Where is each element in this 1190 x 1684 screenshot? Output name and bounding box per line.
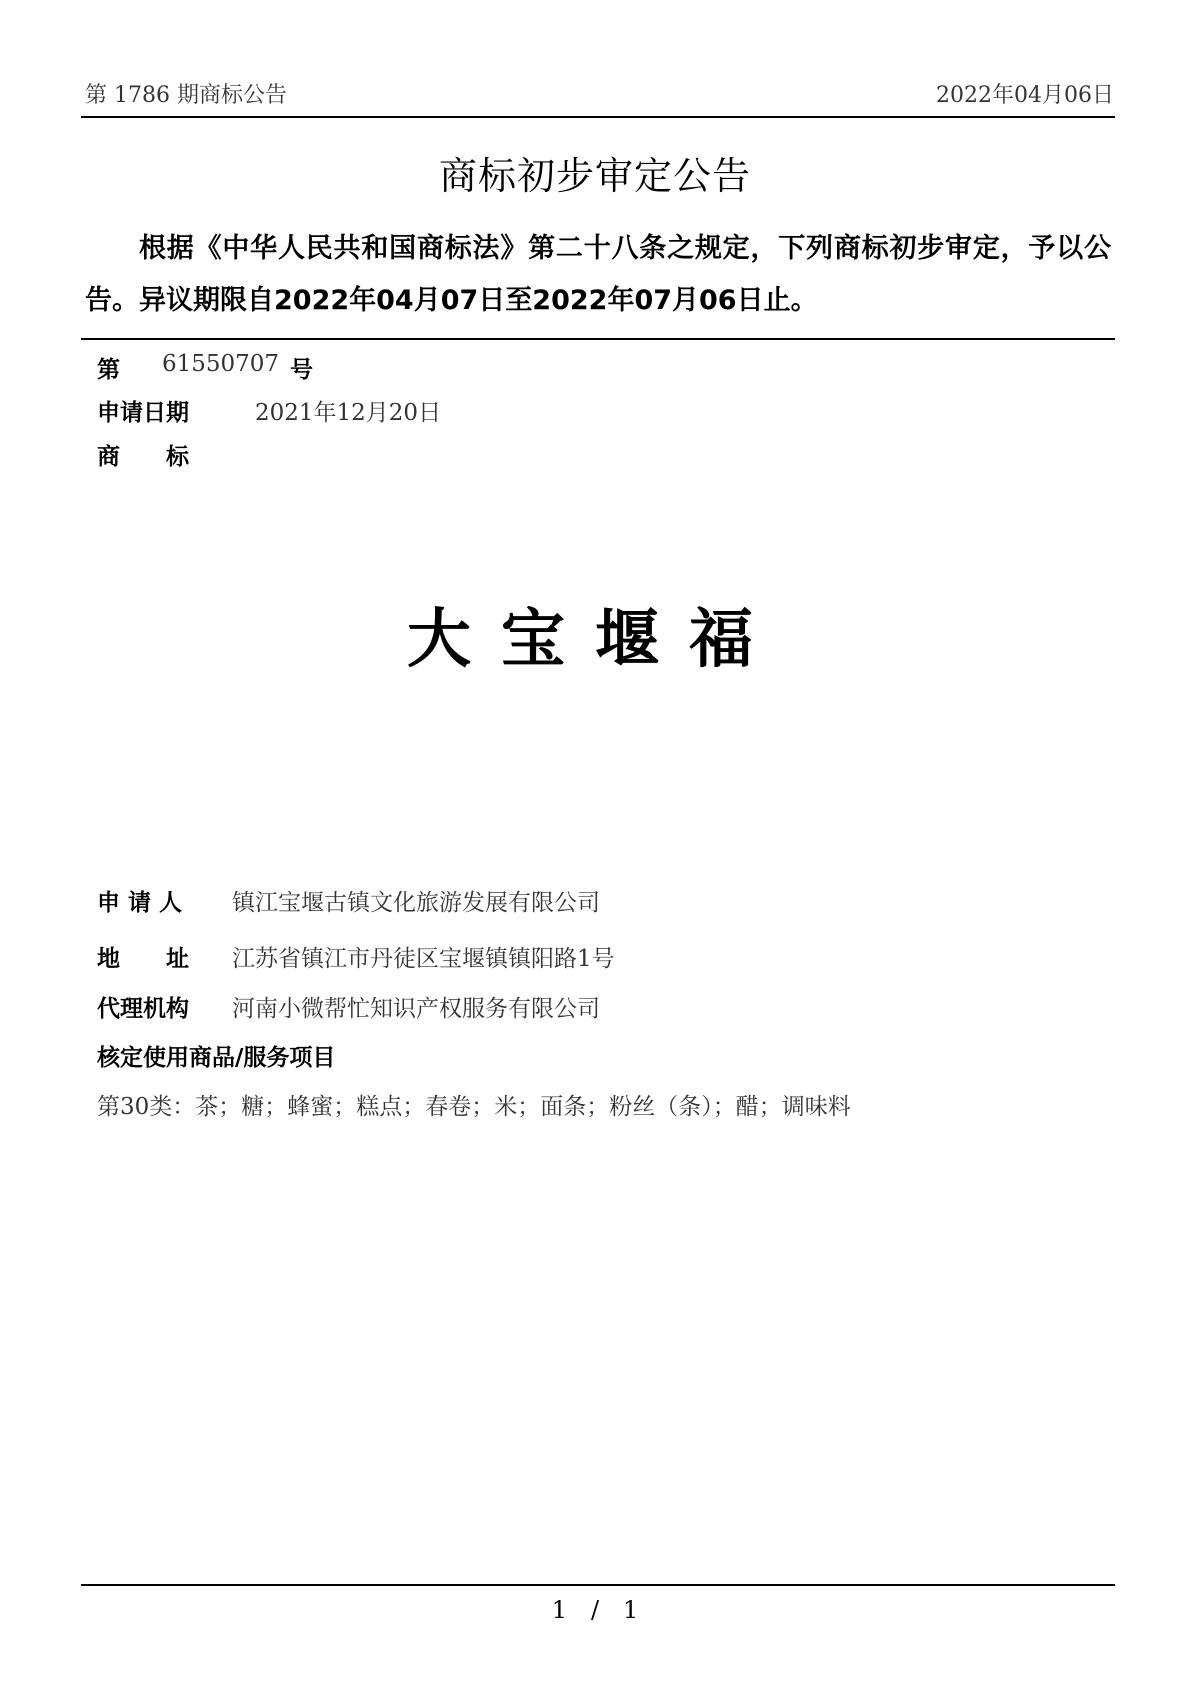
issue-date: 2022年04月06日: [936, 83, 1114, 108]
applicant-value: 镇江宝堰古镇文化旅游发展有限公司: [232, 890, 600, 916]
trademark-label: 商 标: [97, 444, 189, 470]
page-title: 商标初步审定公告: [438, 154, 751, 198]
page-number: 1 / 1: [551, 1596, 639, 1624]
issue-number: 第 1786 期商标公告: [85, 83, 287, 108]
registration-no-value: 61550707: [162, 351, 280, 377]
registration-no-suffix: 号: [290, 357, 313, 383]
header-divider: [81, 116, 1115, 118]
intro-paragraph: 根据《中华人民共和国商标法》第二十八条之规定，下列商标初步审定，予以公告。异议期限自2022年04月07日至2022年07月06日止。: [85, 233, 1111, 316]
address-value: 江苏省镇江市丹徒区宝堰镇镇阳路1号: [232, 946, 615, 972]
footer-divider: [81, 1584, 1115, 1586]
trademark-image: 大宝堰福: [407, 602, 783, 677]
applicant-label: 申 请 人: [97, 890, 183, 916]
goods-services-label: 核定使用商品/服务项目: [97, 1045, 336, 1071]
goods-services-value: 第30类：茶；糖；蜂蜜；糕点；春卷；米；面条；粉丝（条）；醋；调味料: [97, 1094, 851, 1120]
application-date-value: 2021年12月20日: [255, 400, 442, 426]
application-date-label: 申请日期: [97, 400, 189, 426]
registration-no-prefix: 第: [97, 357, 120, 383]
agent-label: 代理机构: [97, 996, 189, 1022]
section-divider: [81, 338, 1115, 340]
address-label: 地 址: [97, 946, 189, 972]
agent-value: 河南小微帮忙知识产权服务有限公司: [232, 996, 600, 1022]
